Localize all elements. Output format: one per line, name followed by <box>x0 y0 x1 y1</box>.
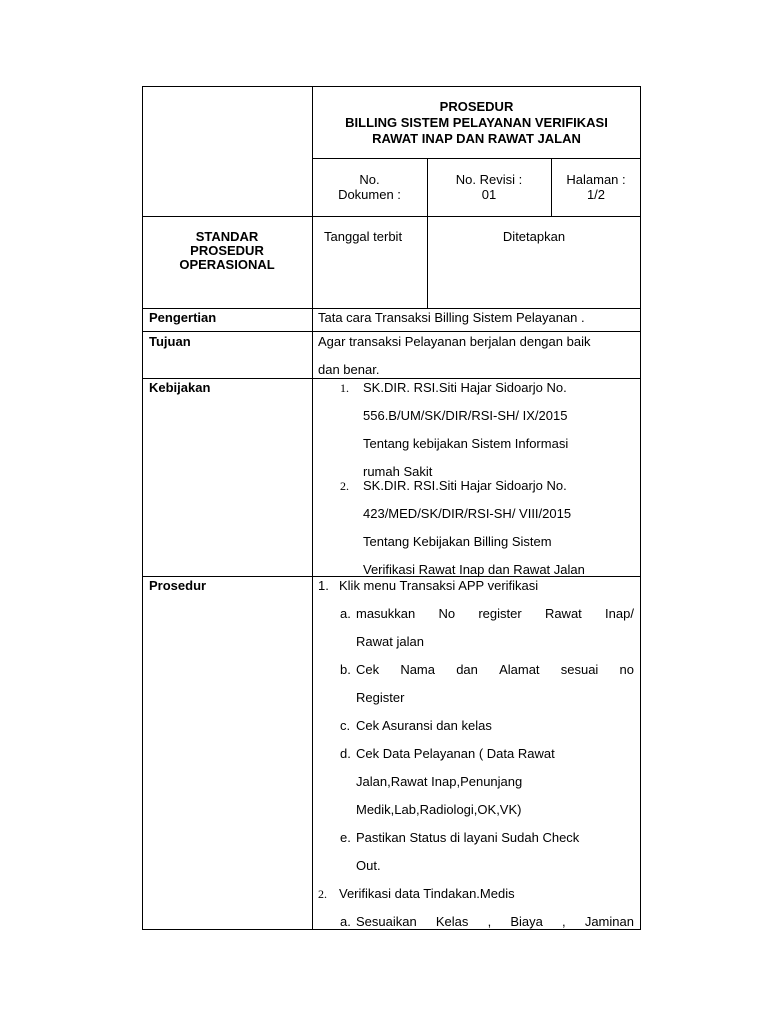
substep-text-justified <box>356 606 634 621</box>
no-dokumen-label-cont: Dokumen : <box>338 187 401 202</box>
header-divider <box>312 158 641 159</box>
kebijakan-item-number: 2. <box>340 479 349 493</box>
tujuan-text-line1: Agar transaksi Pelayanan berjalan dengan baik <box>318 334 591 349</box>
word: Nama <box>400 662 435 677</box>
document-title-line1: PROSEDUR <box>439 99 514 114</box>
halaman-value: 1/2 <box>586 187 606 202</box>
word: masukkan <box>356 606 416 621</box>
word: no <box>619 662 634 677</box>
spo-label-line2: PROSEDUR <box>190 243 264 258</box>
tujuan-label: Tujuan <box>149 334 191 349</box>
word: sesuai <box>560 662 599 677</box>
column-divider <box>312 86 313 930</box>
substep-letter: b. <box>340 662 351 677</box>
kebijakan-label: Kebijakan <box>149 380 211 395</box>
substep-text-justified <box>356 662 634 677</box>
substep-letter: a. <box>340 606 351 621</box>
kebijakan-item-line: Tentang Kebijakan Billing Sistem <box>363 534 552 549</box>
substep-text: Cek Asuransi dan kelas <box>356 718 492 733</box>
kebijakan-item-line: rumah Sakit <box>363 464 433 479</box>
prosedur-step-number: 1. <box>318 578 329 593</box>
kebijakan-item-line: 423/MED/SK/DIR/RSI-SH/ VIII/2015 <box>363 506 572 521</box>
no-revisi-label: No. Revisi : <box>455 172 523 187</box>
spo-label-line3: OPERASIONAL <box>179 257 275 272</box>
word: , <box>487 914 492 929</box>
word: No <box>438 606 456 621</box>
border-right <box>640 86 641 930</box>
kebijakan-item-line: SK.DIR. RSI.Siti Hajar Sidoarjo No. <box>363 478 567 493</box>
substep-text-cont: Register <box>356 690 405 705</box>
kebijakan-item-line: Tentang kebijakan Sistem Informasi <box>363 436 569 451</box>
halaman-label: Halaman : <box>566 172 626 187</box>
substep-text: Cek Data Pelayanan ( Data Rawat <box>356 746 555 761</box>
tanggal-terbit-label: Tanggal terbit <box>324 229 403 244</box>
substep-text: Pastikan Status di layani Sudah Check <box>356 830 580 845</box>
row-divider-tujuan <box>142 331 641 332</box>
substep-text-cont: Out. <box>356 858 381 873</box>
kebijakan-item-line: 556.B/UM/SK/DIR/RSI-SH/ IX/2015 <box>363 408 568 423</box>
word: Jaminan <box>584 914 634 929</box>
no-revisi-value: 01 <box>481 187 497 202</box>
substep-text-justified <box>356 914 634 929</box>
word: , <box>562 914 566 929</box>
row-divider-spo <box>142 216 641 217</box>
substep-letter: d. <box>340 746 351 761</box>
kebijakan-item-line: SK.DIR. RSI.Siti Hajar Sidoarjo No. <box>363 380 567 395</box>
kebijakan-item-line: Verifikasi Rawat Inap dan Rawat Jalan <box>363 562 585 577</box>
document-title-line2: BILLING SISTEM PELAYANAN VERIFIKASI <box>345 115 608 130</box>
ditetapkan-label: Ditetapkan <box>502 229 566 244</box>
no-dokumen-label: No. <box>359 172 380 187</box>
substep-text-cont: Rawat jalan <box>356 634 424 649</box>
word: dan <box>456 662 478 677</box>
word: Alamat <box>499 662 540 677</box>
pengertian-label: Pengertian <box>149 310 217 325</box>
border-top <box>142 86 641 87</box>
prosedur-step-number: 2. <box>318 887 327 901</box>
prosedur-step-text: Verifikasi data Tindakan.Medis <box>339 886 515 901</box>
word: register <box>478 606 522 621</box>
substep-text-cont: Medik,Lab,Radiologi,OK,VK) <box>356 802 522 817</box>
substep-text-cont: Jalan,Rawat Inap,Penunjang <box>356 774 523 789</box>
pengertian-text: Tata cara Transaksi Billing Sistem Pelayanan . <box>318 310 585 325</box>
word: Inap/ <box>605 606 634 621</box>
document-title-line3: RAWAT INAP DAN RAWAT JALAN <box>372 131 581 146</box>
word: Biaya <box>510 914 543 929</box>
spo-label-line1: STANDAR <box>195 229 259 244</box>
word: Sesuaikan <box>356 914 417 929</box>
substep-letter: a. <box>340 914 351 929</box>
border-bottom <box>142 929 641 930</box>
prosedur-label: Prosedur <box>149 578 207 593</box>
word: Kelas <box>435 914 469 929</box>
kebijakan-item-number: 1. <box>340 381 349 395</box>
word: Cek <box>356 662 380 677</box>
prosedur-step-text: Klik menu Transaksi APP verifikasi <box>339 578 539 593</box>
border-left <box>142 86 143 930</box>
tujuan-text-line2: dan benar. <box>318 362 380 377</box>
row-divider-kebijakan <box>142 378 641 379</box>
sop-document <box>142 86 641 930</box>
substep-letter: c. <box>340 718 351 733</box>
word: Rawat <box>544 606 582 621</box>
row-divider-pengertian <box>142 308 641 309</box>
substep-letter: e. <box>340 830 351 845</box>
